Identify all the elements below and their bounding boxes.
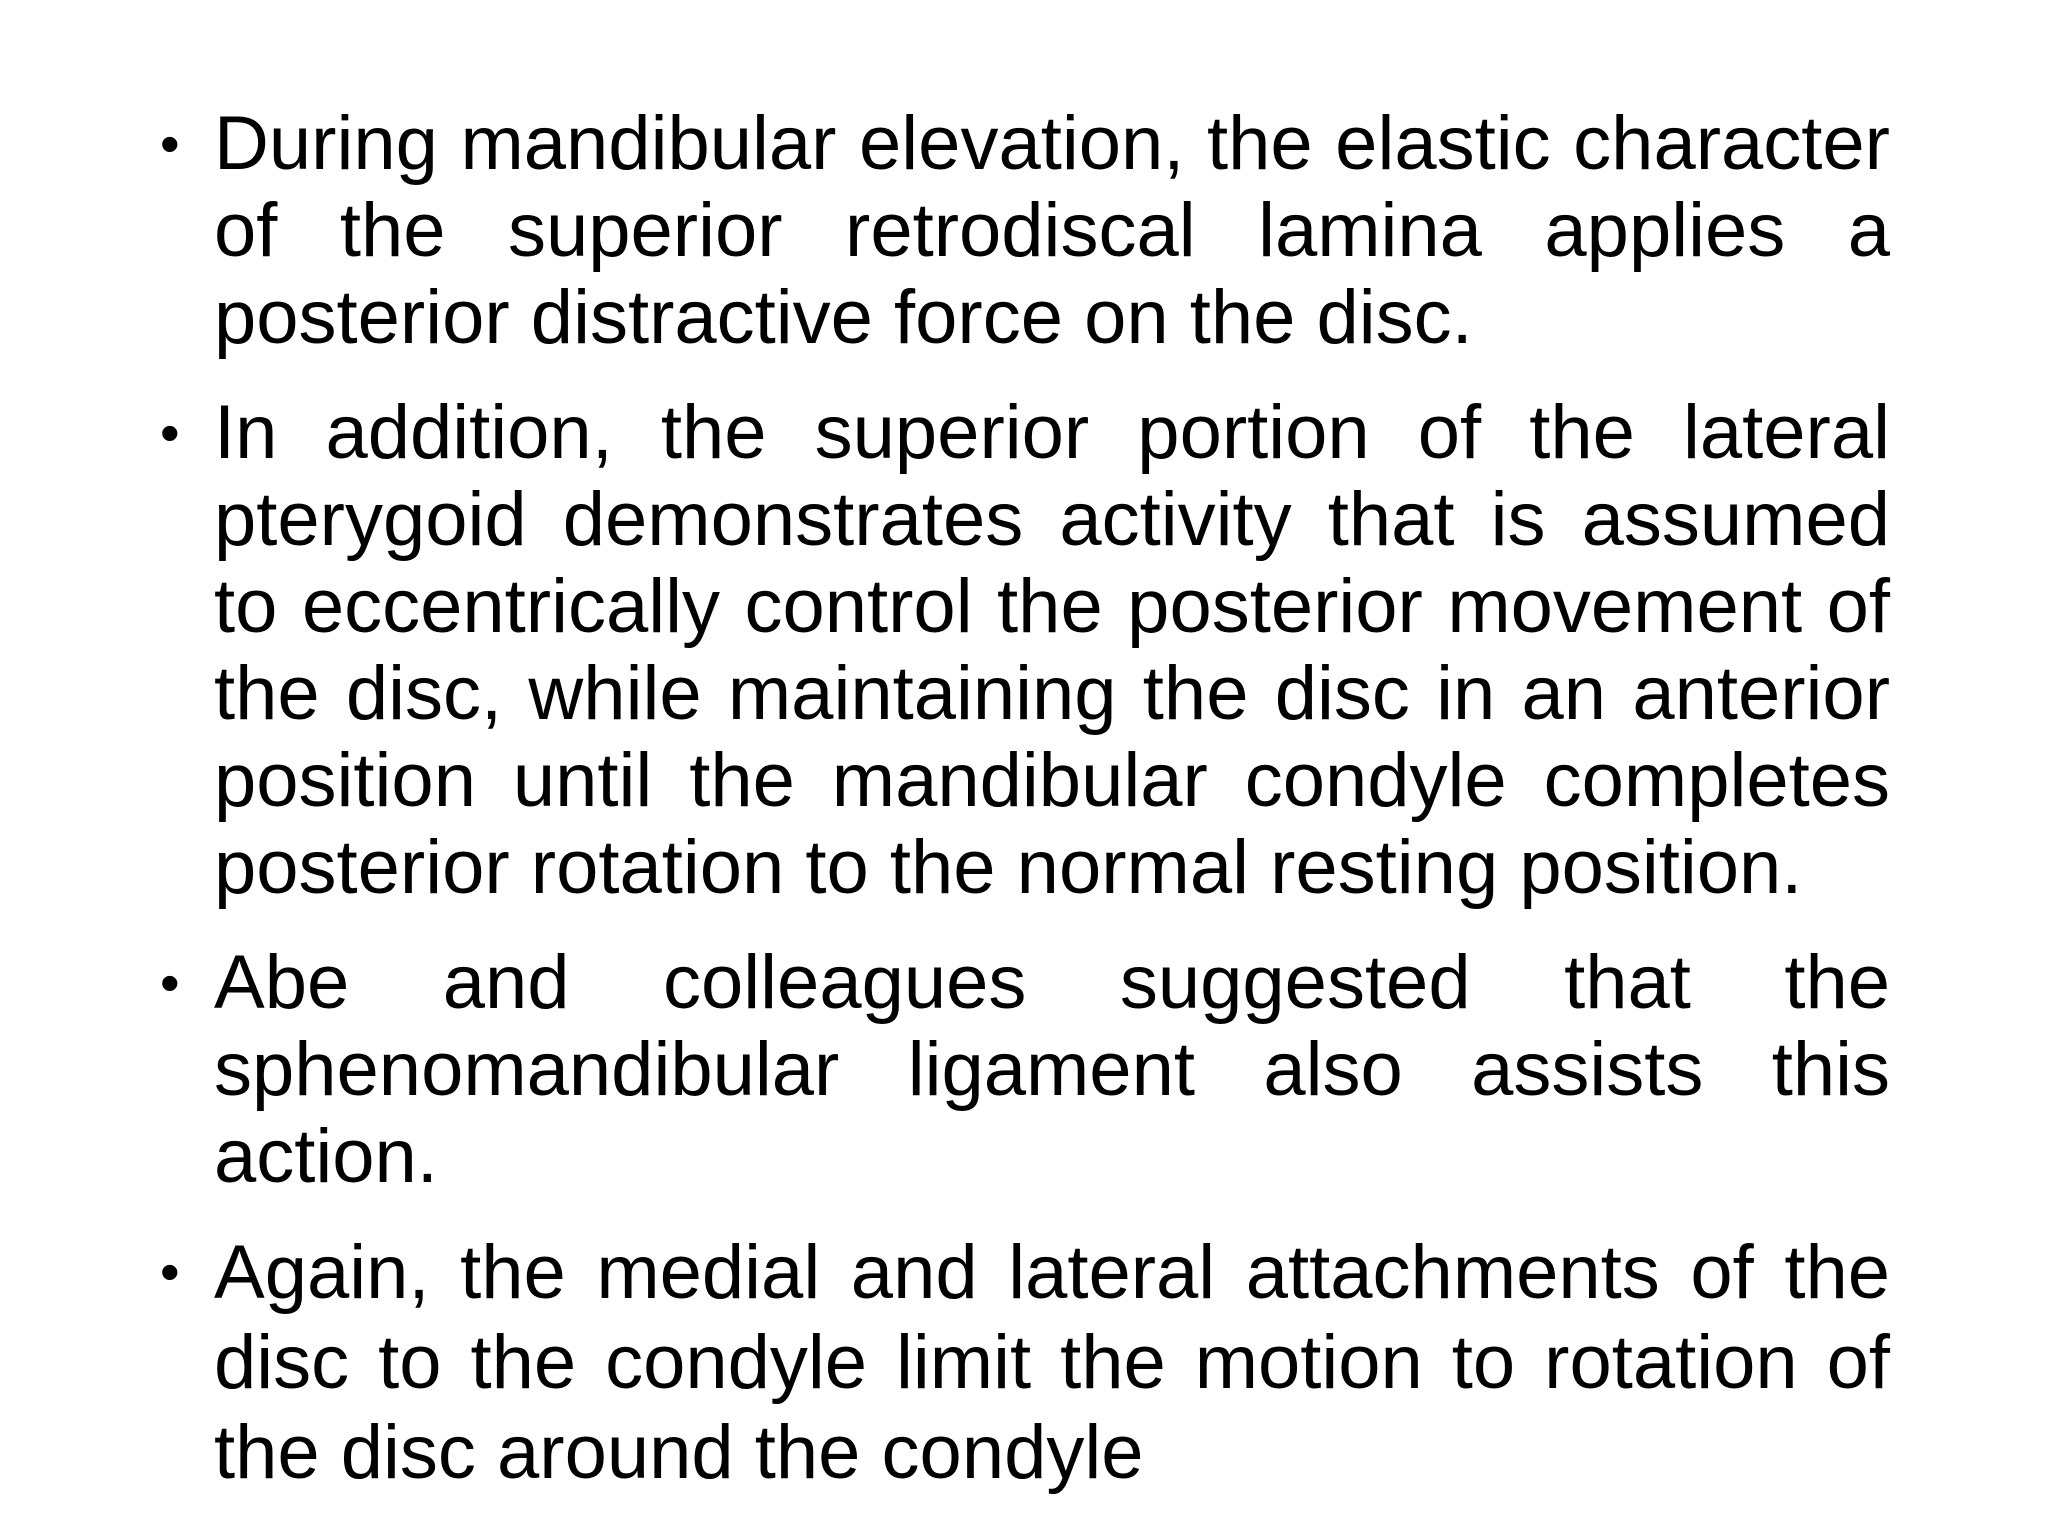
bullet-item <box>160 939 1890 1200</box>
bullet-text: In addition, the superior portion of the lateral pterygoid demonstrates activity that is assumed to eccentrically control the posterior movement of the disc, while maintaining the disc in an anterior position until the mandibular condyle completes posterior rotation to the normal resting position. <box>214 390 1890 910</box>
bullet-item <box>160 100 1890 361</box>
bullet-text: Again, the medial and lateral attachments of the disc to the condyle limit the motion to rotation of the disc around the condyle <box>214 1230 1890 1495</box>
bullet-text: Abe and colleagues suggested that the sphenomandibular ligament also assists this action. <box>214 940 1890 1199</box>
bullet-point-icon: • <box>160 1240 180 1303</box>
bullet-point-icon: • <box>160 951 180 1014</box>
bullet-list <box>160 100 1890 1526</box>
bullet-point-icon: • <box>160 112 180 175</box>
bullet-item <box>160 389 1890 911</box>
bullet-text: During mandibular elevation, the elastic character of the superior retrodiscal lamina applies a posterior distractive force on the disc. <box>214 101 1890 360</box>
bullet-item <box>160 1228 1890 1498</box>
bullet-point-icon: • <box>160 401 180 464</box>
